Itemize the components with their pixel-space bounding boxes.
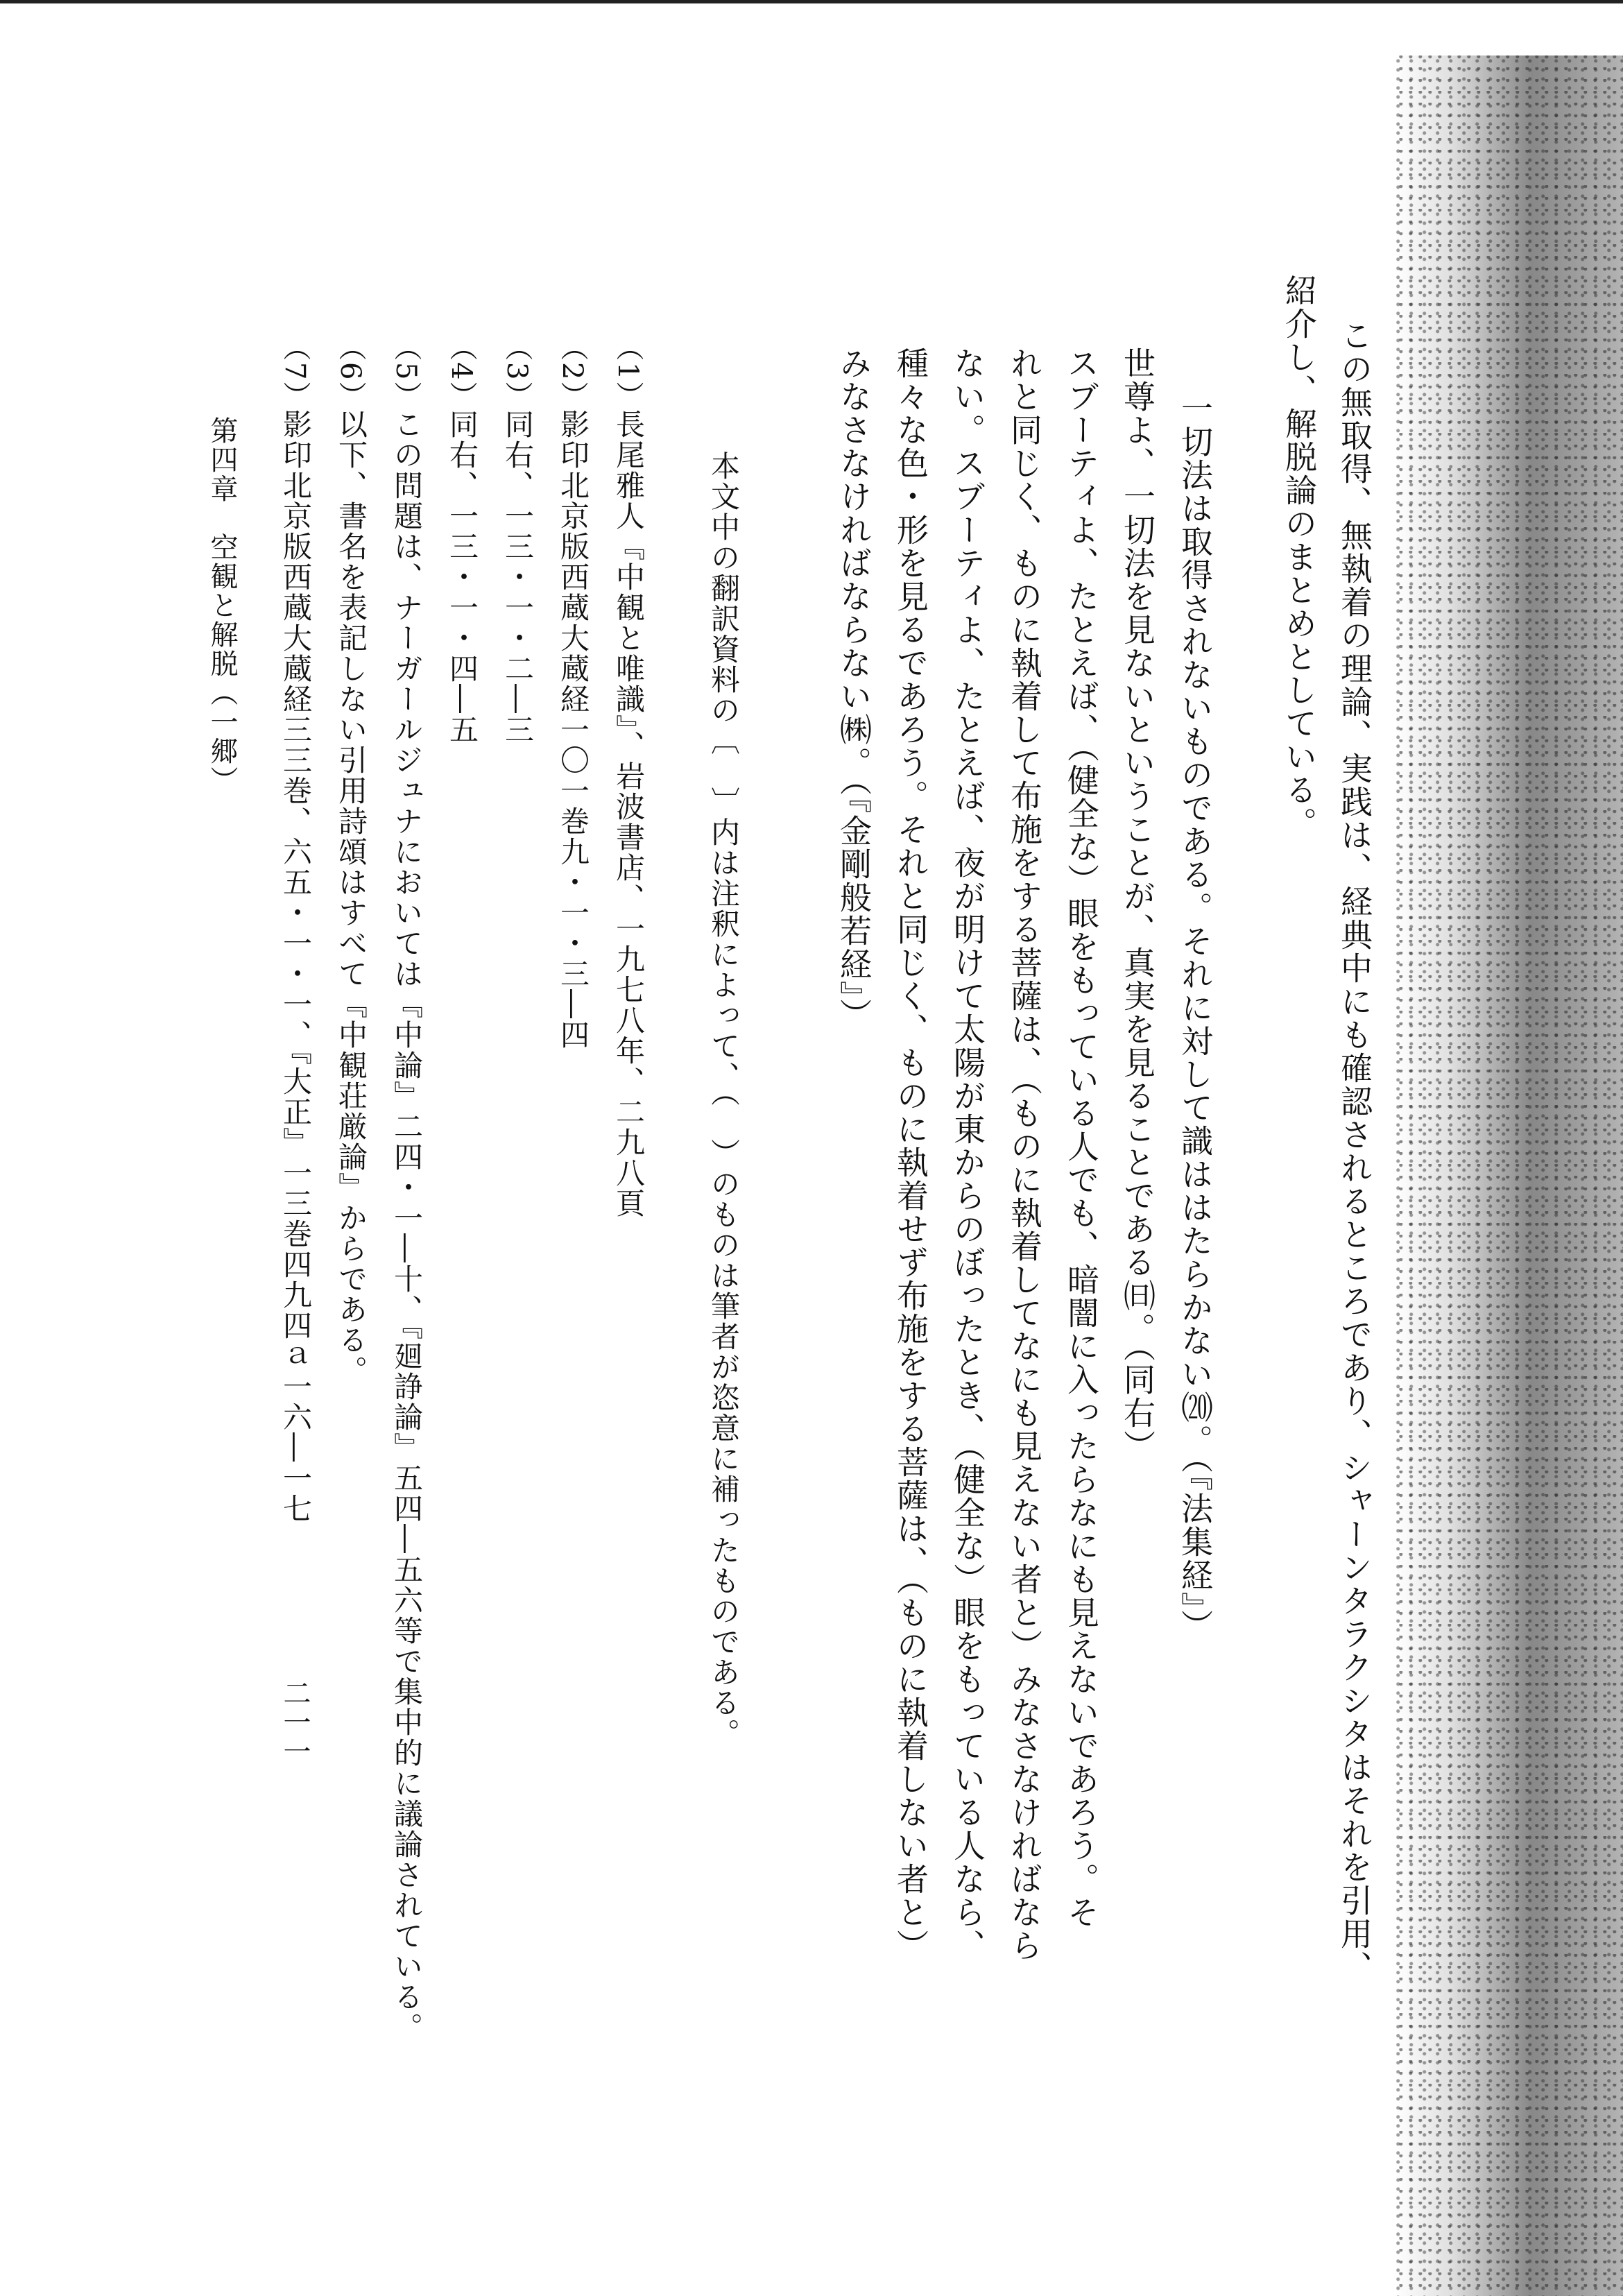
footnote-number: （1） <box>612 333 644 411</box>
footnote-number: （2） <box>556 333 588 411</box>
footnote-text: この問題は、ナーガールジュナにおいては『中論』二四・一―十、『廻諍論』五四―五六等で集中的に議論されている。 <box>390 409 424 2043</box>
footnote-text: 同右、一三・一・四―五 <box>445 409 479 745</box>
top-border <box>0 0 1623 3</box>
intro-line-2: 紹介し、解脱論のまとめとしている。 <box>1280 274 1318 840</box>
footnote-number: （5） <box>390 333 422 411</box>
quote-vajracchedika-line-1: スブーティよ、たとえば、（健全な）眼をもっている人でも、暗闇に入ったらなにも見えないであろう。そ <box>1063 347 1100 1929</box>
quote-same-source: 世尊よ、一切法を見ないということが、真実を見ることである㈰。（同右） <box>1119 347 1156 1463</box>
footnote-text: 長尾雅人『中観と唯識』、岩波書店、一九七八年、二九八頁 <box>612 409 646 1219</box>
quote-vajracchedika-line-4: 種々な色・形を見るであろう。それと同じく、ものに執着せず布施をする菩薩は、（ものに執着しない者と） <box>892 347 929 1962</box>
quote-vajracchedika-line-5: みなさなければならない㈱。（『金剛般若経』） <box>835 347 873 1031</box>
footnote-number: （7） <box>279 333 311 411</box>
page-number: 二一一 <box>279 1679 311 1766</box>
scan-shadow-edge <box>1394 55 1623 2296</box>
running-header: 第四章 空観と解脱（一郷） <box>206 416 238 795</box>
footnote-text: 以下、書名を表記しない引用詩頌はすべて『中観荘厳論』からである。 <box>334 409 368 1386</box>
footnote-number: （4） <box>445 333 477 411</box>
quote-dharmasangiti: 一切法は取得されないものである。それに対して識ははたらかない⒇。（『法集経』） <box>1176 392 1214 1643</box>
footnote-text: 影印北京版西蔵大蔵経三三巻、六五・一・一、『大正』一三巻四九四ａ一六―一七 <box>279 409 313 1524</box>
footnote-text: 同右、一三・一・二―三 <box>501 409 535 745</box>
footnote-number: （6） <box>334 333 366 411</box>
translation-note: 本文中の翻訳資料の〔 〕内は注釈によって、（ ）のものは筆者が恣意に補ったものである。 <box>707 451 741 1749</box>
footnote-number: （3） <box>501 333 533 411</box>
footnote-text: 影印北京版西蔵大蔵経一〇一巻九・一・三―四 <box>556 409 590 1050</box>
quote-vajracchedika-line-2: れと同じく、ものに執着して布施をする菩薩は、（ものに執着してなにも見えない者と）みなさなければなら <box>1006 347 1043 1962</box>
intro-line-1: この無取得、無執着の理論、実践は、経典中にも確認されるところであり、シャーンタラクシタはそれを引用、 <box>1336 319 1373 1984</box>
quote-vajracchedika-line-3: ない。スブーティよ、たとえば、夜が明けて太陽が東からのぼったとき、（健全な）眼をもっている人なら、 <box>949 347 986 1962</box>
